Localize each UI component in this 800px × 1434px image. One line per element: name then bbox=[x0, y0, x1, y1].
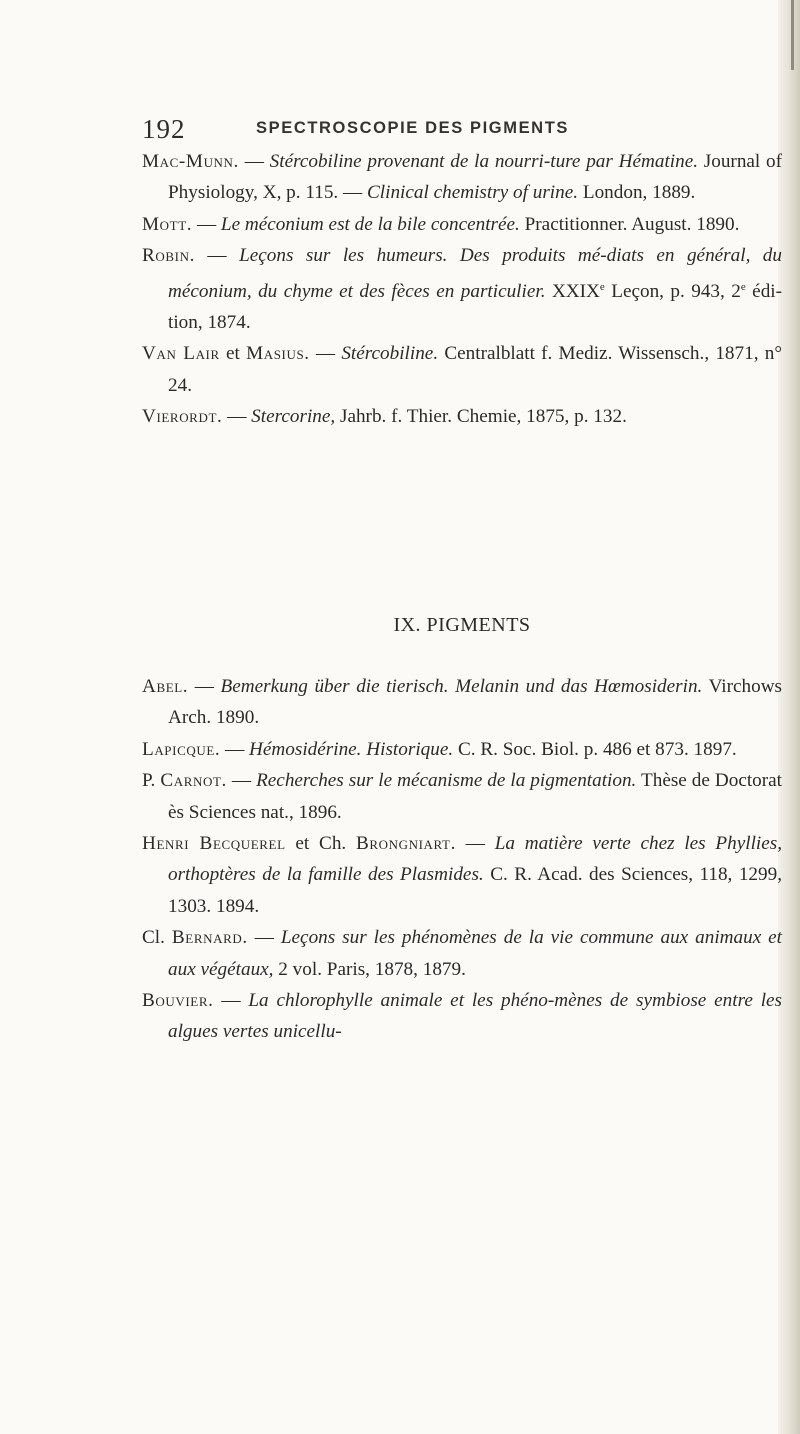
entry-reference: XXIX bbox=[551, 280, 600, 302]
entry-author: Robin. bbox=[142, 245, 195, 267]
entry-author: Van Lair bbox=[142, 343, 220, 365]
running-title: SPECTROSCOPIE DES PIGMENTS bbox=[256, 119, 569, 137]
entry-reference: Practitionner. August. 1890. bbox=[524, 213, 740, 235]
entry-reference: London, 1889. bbox=[582, 182, 696, 204]
entry-title: Bemerkung über die tierisch. Melanin und das Hœmosiderin. bbox=[220, 676, 703, 697]
entry-title: Stércobiline provenant de la nourri-ture par Hématine. bbox=[269, 151, 699, 172]
entry-author: Vierordt. bbox=[142, 406, 223, 428]
page-edge-mark bbox=[791, 0, 794, 70]
superscript: e bbox=[740, 280, 746, 293]
page-number: 192 bbox=[142, 114, 186, 144]
entry-title: Clinical chemistry of urine. bbox=[367, 182, 579, 204]
entry-title: Stercorine, bbox=[251, 406, 336, 428]
entry-reference: Journal of Physiology, X, p. 115. bbox=[168, 151, 783, 204]
entry-author: Bouvier. bbox=[142, 990, 214, 1012]
bibliography-bottom bbox=[142, 671, 782, 1048]
entry-joiner: et bbox=[225, 343, 240, 365]
entry-author: Carnot. bbox=[160, 770, 227, 792]
entry-carnot: P. Carnot. — Recherches sur le mécanisme de la pigmentation. Thèse de Doctorat ès Sciences nat., 1896. bbox=[142, 770, 783, 823]
entry-reference: C. R. Acad. des Sciences, 118, 1299, 1303. 1894. bbox=[168, 864, 783, 917]
entry-bouvier: Bouvier. — La chlorophylle animale et les phéno-mènes de symbiose entre les algues vertes unicellu- bbox=[142, 990, 783, 1043]
entry-title: Le méconium est de la bile concentrée. bbox=[220, 213, 520, 235]
entry-van-lair-masius: Van Lair et Masius. — Stércobiline. Centralblatt f. Mediz. Wissensch., 1871, n° 24. bbox=[142, 343, 782, 396]
entry-title: Leçons sur les humeurs. Des produits mé-diats en général, du méconium, du chyme et des fèces en particulier. bbox=[168, 245, 782, 302]
entry-reference: C. R. Soc. Biol. p. 486 et 873. 1897. bbox=[457, 738, 737, 760]
entry-bernard: Cl. Bernard. — Leçons sur les phénomènes de la vie commune aux animaux et aux végétaux, 2 vol. Paris, 1878, 1879. bbox=[142, 927, 783, 980]
entry-mac-munn: Mac-Munn. — Stércobiline provenant de la nourri-ture par Hématine. Journal of Physiology, X, p. 115. — Clinical chemistry of urine. London, 1889. bbox=[142, 151, 783, 204]
entry-reference: Thèse de Doctorat ès Sciences nat., 1896. bbox=[168, 770, 783, 823]
entry-reference: Jahrb. f. Thier. Chemie, 1875, p. 132. bbox=[339, 406, 627, 428]
running-head bbox=[142, 114, 792, 150]
entry-abel: Abel. — Bemerkung über die tierisch. Melanin und das Hœmosiderin. Virchows Arch. 1890. bbox=[142, 676, 783, 729]
entry-title: Leçons sur les phénomènes de la vie commune aux animaux et aux végétaux, bbox=[168, 927, 783, 980]
entry-initial: Ch. bbox=[319, 833, 347, 855]
entry-title: Recherches sur le mécanisme de la pigmentation. bbox=[256, 770, 637, 792]
entry-author: Abel. bbox=[142, 676, 189, 697]
entry-author: Masius. bbox=[246, 343, 310, 365]
entry-author: Lapicque. bbox=[142, 738, 221, 760]
entry-author: Mott. bbox=[142, 213, 193, 235]
entry-becquerel-brongniart: Henri Becquerel et Ch. Brongniart. — La matière verte chez les Phyllies, orthoptères de la famille des Plasmides. C. R. Acad. des Sciences, 118, 1299, 1303. 1894. bbox=[142, 833, 783, 917]
bibliography-top bbox=[142, 146, 782, 433]
entry-author: Brongniart. bbox=[356, 833, 456, 855]
section-heading: IX. PIGMENTS bbox=[393, 614, 531, 636]
entry-lapicque: Lapicque. — Hémosidérine. Historique. C. R. Soc. Biol. p. 486 et 873. 1897. bbox=[142, 738, 737, 760]
entry-reference: Virchows Arch. 1890. bbox=[168, 676, 783, 729]
entry-author: Mac-Munn. bbox=[142, 151, 239, 172]
entry-title: La chlorophylle animale et les phéno-mènes de symbiose entre les algues vertes unicellu- bbox=[168, 990, 783, 1043]
entry-vierordt: Vierordt. — Stercorine, Jahrb. f. Thier. Chemie, 1875, p. 132. bbox=[142, 406, 627, 428]
entry-title: La matière verte chez les Phyllies, orthoptères de la famille des Plasmides. bbox=[168, 833, 783, 886]
entry-joiner: et bbox=[295, 833, 310, 855]
entry-initial: Cl. bbox=[142, 927, 165, 949]
entry-title: Stércobiline. bbox=[341, 343, 439, 365]
entry-title: Hémosidérine. Historique. bbox=[249, 738, 454, 760]
entry-reference: 2 vol. Paris, 1878, 1879. bbox=[278, 958, 466, 980]
entry-mott: Mott. — Le méconium est de la bile concentrée. Practitionner. August. 1890. bbox=[142, 213, 740, 235]
entry-initial: P. bbox=[142, 770, 156, 792]
entry-author: Henri Becquerel bbox=[142, 833, 286, 855]
entry-separator: — bbox=[343, 182, 363, 204]
entry-author: Bernard. bbox=[171, 927, 248, 949]
entry-reference: édi-tion, 1874. bbox=[168, 280, 783, 334]
superscript: e bbox=[599, 280, 605, 293]
entry-reference: Centralblatt f. Mediz. Wissensch., 1871, n° 24. bbox=[168, 343, 782, 396]
entry-robin: Robin. — Leçons sur les humeurs. Des produits mé-diats en général, du méconium, du chyme et des fèces en particulier. XXIXe Leçon, p. 943, 2e édi-tion, 1874. bbox=[142, 245, 783, 334]
entry-reference: Leçon, p. 943, 2 bbox=[611, 280, 741, 302]
